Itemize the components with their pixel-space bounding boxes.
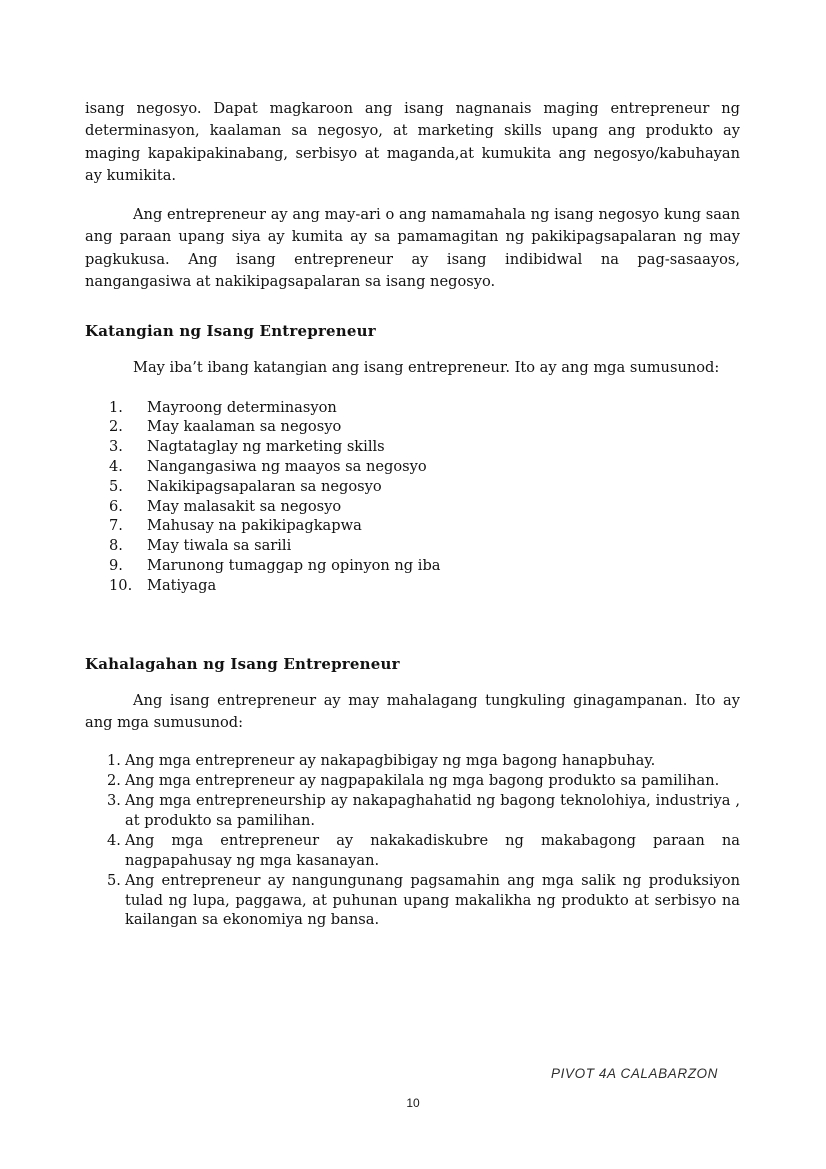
list-item: Ang mga entrepreneur ay nakakadiskubre ng makabagong paraan na nagpapahusay ng mga kasanayan. xyxy=(125,831,740,869)
list-item: Ang mga entrepreneur ay nagpapakilala ng mga bagong produkto sa pamilihan. xyxy=(125,772,720,790)
list-item: Marunong tumaggap ng opinyon ng iba xyxy=(147,557,441,575)
page-number: 10 xyxy=(406,1096,420,1110)
list-item: Nakikipagsapalaran sa negosyo xyxy=(147,477,382,495)
spacer xyxy=(85,596,740,626)
section-heading-katangian: Katangian ng Isang Entrepreneur xyxy=(85,322,376,341)
list-item: May malasakit sa negosyo xyxy=(147,497,342,515)
list-item: Matiyaga xyxy=(147,576,217,594)
paragraph-continuation: isang negosyo. Dapat magkaroon ang isang nagnanais maging entrepreneur ng determinasyon, kaalaman sa negosyo, at marketing skills upang ang produkto ay maging kapakipakinabang, serbisyo at maganda,at kumukita ang negosyo/kabuhayan ay kumikita. xyxy=(85,100,740,184)
paragraph-entrepreneur-definition: Ang entrepreneur ay ang may-ari o ang namamahala ng isang negosyo kung saan ang paraan upang siya ay kumita ay sa pamamagitan ng pakikipagsapalaran ng may pagkukusa. Ang isang entrepreneur ay isang indibidwal na pag-sasaayos, nangangasiwa at nakikipagsapalaran sa isang negosyo. xyxy=(85,206,740,291)
list-item: Ang mga entrepreneur ay nakapagbibigay ng mga bagong hanapbuhay. xyxy=(125,752,656,770)
section1-intro: May iba’t ibang katangian ang isang entrepreneur. Ito ay ang mga sumusunod: xyxy=(133,359,720,377)
list-item: Nangangasiwa ng maayos sa negosyo xyxy=(147,458,427,476)
list-item: May tiwala sa sarili xyxy=(147,537,292,555)
kahalagahan-list xyxy=(85,751,740,930)
list-item: May kaalaman sa negosyo xyxy=(147,418,342,436)
list-item: Nagtataglay ng marketing skills xyxy=(147,438,385,456)
section-heading-kahalagahan: Kahalagahan ng Isang Entrepreneur xyxy=(85,654,400,673)
footer-watermark: PIVOT 4A CALABARZON xyxy=(551,1066,718,1081)
list-item: Ang mga entrepreneurship ay nakapaghahatid ng bagong teknolohiya, industriya , at produkto sa pamilihan. xyxy=(125,792,740,829)
list-item: Ang entrepreneur ay nangungunang pagsamahin ang mga salik ng produksiyon tulad ng lupa, paggawa, at puhunan upang makalikha ng produkto at serbisyo na kailangan sa ekonomiya ng bansa. xyxy=(125,871,740,929)
katangian-list xyxy=(85,398,740,596)
section2-intro: Ang isang entrepreneur ay may mahalagang tungkuling ginagampanan. Ito ay ang mga sumusunod: xyxy=(85,691,740,731)
list-item: Mayroong determinasyon xyxy=(147,398,337,416)
page-content xyxy=(85,98,740,930)
list-item: Mahusay na pakikipagkapwa xyxy=(147,517,362,535)
